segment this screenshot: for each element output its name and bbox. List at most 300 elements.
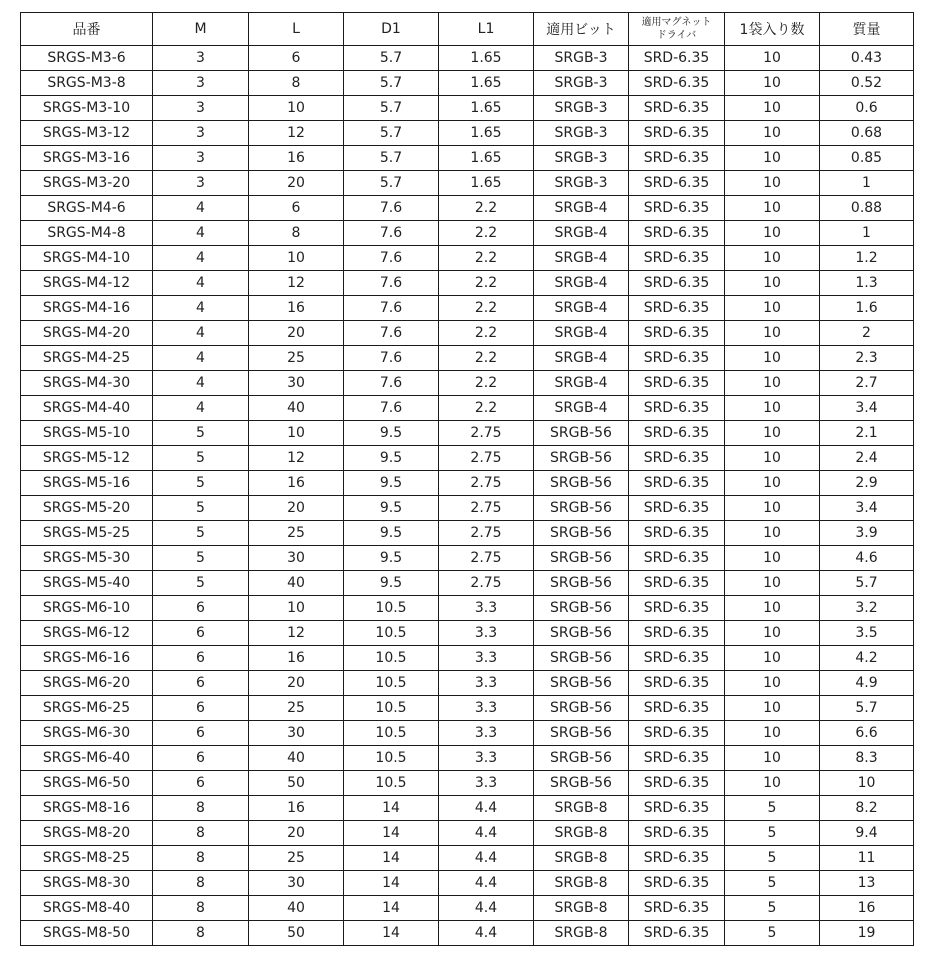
cell-d1: 5.7 bbox=[344, 71, 439, 96]
cell-l1: 3.3 bbox=[439, 696, 534, 721]
header-part-number: 品番 bbox=[21, 13, 153, 46]
cell-applicable-driver: SRD-6.35 bbox=[629, 196, 725, 221]
cell-part-number: SRGS-M4-20 bbox=[21, 321, 153, 346]
cell-part-number: SRGS-M5-25 bbox=[21, 521, 153, 546]
cell-qty-per-bag: 10 bbox=[725, 146, 820, 171]
cell-qty-per-bag: 10 bbox=[725, 246, 820, 271]
cell-applicable-bit: SRGB-56 bbox=[534, 696, 629, 721]
cell-m: 5 bbox=[153, 521, 249, 546]
cell-l1: 2.2 bbox=[439, 296, 534, 321]
table-row bbox=[21, 471, 914, 496]
cell-d1: 10.5 bbox=[344, 596, 439, 621]
cell-l: 40 bbox=[249, 396, 344, 421]
cell-d1: 10.5 bbox=[344, 621, 439, 646]
cell-qty-per-bag: 10 bbox=[725, 521, 820, 546]
cell-part-number: SRGS-M6-25 bbox=[21, 696, 153, 721]
cell-mass: 0.43 bbox=[820, 46, 914, 71]
cell-part-number: SRGS-M3-6 bbox=[21, 46, 153, 71]
cell-l: 40 bbox=[249, 746, 344, 771]
header-applicable-driver-line2: ドライバ bbox=[656, 30, 697, 41]
cell-l1: 2.2 bbox=[439, 221, 534, 246]
cell-m: 8 bbox=[153, 921, 249, 946]
cell-part-number: SRGS-M5-10 bbox=[21, 421, 153, 446]
cell-l: 6 bbox=[249, 46, 344, 71]
cell-l1: 1.65 bbox=[439, 71, 534, 96]
table-row bbox=[21, 96, 914, 121]
cell-l1: 2.75 bbox=[439, 546, 534, 571]
cell-applicable-bit: SRGB-56 bbox=[534, 546, 629, 571]
cell-mass: 2.9 bbox=[820, 471, 914, 496]
cell-d1: 9.5 bbox=[344, 571, 439, 596]
cell-applicable-driver: SRD-6.35 bbox=[629, 396, 725, 421]
cell-part-number: SRGS-M3-20 bbox=[21, 171, 153, 196]
cell-l: 30 bbox=[249, 871, 344, 896]
cell-part-number: SRGS-M6-50 bbox=[21, 771, 153, 796]
cell-part-number: SRGS-M8-25 bbox=[21, 846, 153, 871]
cell-l1: 3.3 bbox=[439, 646, 534, 671]
cell-l: 16 bbox=[249, 146, 344, 171]
cell-applicable-bit: SRGB-4 bbox=[534, 296, 629, 321]
cell-applicable-bit: SRGB-8 bbox=[534, 896, 629, 921]
cell-applicable-driver: SRD-6.35 bbox=[629, 571, 725, 596]
cell-mass: 4.6 bbox=[820, 546, 914, 571]
cell-m: 3 bbox=[153, 71, 249, 96]
cell-l1: 4.4 bbox=[439, 921, 534, 946]
cell-part-number: SRGS-M4-30 bbox=[21, 371, 153, 396]
cell-l1: 2.75 bbox=[439, 446, 534, 471]
cell-applicable-driver: SRD-6.35 bbox=[629, 171, 725, 196]
cell-m: 6 bbox=[153, 696, 249, 721]
cell-part-number: SRGS-M5-30 bbox=[21, 546, 153, 571]
cell-m: 4 bbox=[153, 371, 249, 396]
cell-l1: 4.4 bbox=[439, 796, 534, 821]
cell-applicable-driver: SRD-6.35 bbox=[629, 271, 725, 296]
cell-part-number: SRGS-M8-40 bbox=[21, 896, 153, 921]
cell-qty-per-bag: 10 bbox=[725, 196, 820, 221]
cell-applicable-driver: SRD-6.35 bbox=[629, 221, 725, 246]
cell-l: 10 bbox=[249, 246, 344, 271]
cell-qty-per-bag: 10 bbox=[725, 221, 820, 246]
cell-applicable-driver: SRD-6.35 bbox=[629, 371, 725, 396]
cell-mass: 5.7 bbox=[820, 696, 914, 721]
cell-m: 6 bbox=[153, 646, 249, 671]
cell-m: 5 bbox=[153, 571, 249, 596]
table-row bbox=[21, 896, 914, 921]
cell-applicable-driver: SRD-6.35 bbox=[629, 846, 725, 871]
cell-l1: 3.3 bbox=[439, 596, 534, 621]
cell-applicable-bit: SRGB-56 bbox=[534, 621, 629, 646]
cell-l1: 2.2 bbox=[439, 246, 534, 271]
cell-part-number: SRGS-M6-10 bbox=[21, 596, 153, 621]
cell-l1: 1.65 bbox=[439, 146, 534, 171]
cell-part-number: SRGS-M3-12 bbox=[21, 121, 153, 146]
cell-qty-per-bag: 10 bbox=[725, 546, 820, 571]
table-row bbox=[21, 721, 914, 746]
cell-qty-per-bag: 10 bbox=[725, 621, 820, 646]
cell-applicable-driver: SRD-6.35 bbox=[629, 321, 725, 346]
cell-l1: 3.3 bbox=[439, 746, 534, 771]
cell-d1: 9.5 bbox=[344, 521, 439, 546]
cell-m: 4 bbox=[153, 396, 249, 421]
cell-m: 4 bbox=[153, 196, 249, 221]
cell-m: 4 bbox=[153, 321, 249, 346]
cell-l1: 2.75 bbox=[439, 421, 534, 446]
cell-applicable-driver: SRD-6.35 bbox=[629, 421, 725, 446]
cell-l1: 2.75 bbox=[439, 496, 534, 521]
cell-qty-per-bag: 10 bbox=[725, 771, 820, 796]
cell-l1: 4.4 bbox=[439, 846, 534, 871]
cell-qty-per-bag: 10 bbox=[725, 446, 820, 471]
cell-applicable-bit: SRGB-56 bbox=[534, 496, 629, 521]
cell-qty-per-bag: 10 bbox=[725, 396, 820, 421]
table-row bbox=[21, 371, 914, 396]
cell-qty-per-bag: 10 bbox=[725, 696, 820, 721]
cell-applicable-bit: SRGB-56 bbox=[534, 421, 629, 446]
cell-applicable-driver: SRD-6.35 bbox=[629, 721, 725, 746]
cell-d1: 9.5 bbox=[344, 546, 439, 571]
cell-mass: 0.52 bbox=[820, 71, 914, 96]
cell-l1: 2.75 bbox=[439, 571, 534, 596]
table-row bbox=[21, 846, 914, 871]
cell-part-number: SRGS-M4-16 bbox=[21, 296, 153, 321]
cell-l: 25 bbox=[249, 346, 344, 371]
cell-d1: 10.5 bbox=[344, 771, 439, 796]
cell-d1: 10.5 bbox=[344, 746, 439, 771]
spec-table-container bbox=[20, 12, 914, 946]
cell-l1: 2.75 bbox=[439, 471, 534, 496]
cell-applicable-bit: SRGB-4 bbox=[534, 246, 629, 271]
header-d1: D1 bbox=[344, 13, 439, 46]
cell-m: 4 bbox=[153, 246, 249, 271]
cell-applicable-bit: SRGB-56 bbox=[534, 446, 629, 471]
cell-part-number: SRGS-M4-10 bbox=[21, 246, 153, 271]
cell-l1: 1.65 bbox=[439, 171, 534, 196]
cell-mass: 3.5 bbox=[820, 621, 914, 646]
cell-mass: 3.9 bbox=[820, 521, 914, 546]
cell-mass: 4.9 bbox=[820, 671, 914, 696]
cell-l: 20 bbox=[249, 171, 344, 196]
cell-l: 40 bbox=[249, 896, 344, 921]
cell-qty-per-bag: 10 bbox=[725, 71, 820, 96]
header-l1: L1 bbox=[439, 13, 534, 46]
cell-qty-per-bag: 10 bbox=[725, 46, 820, 71]
cell-applicable-bit: SRGB-56 bbox=[534, 521, 629, 546]
cell-qty-per-bag: 5 bbox=[725, 796, 820, 821]
cell-applicable-driver: SRD-6.35 bbox=[629, 496, 725, 521]
cell-mass: 1.6 bbox=[820, 296, 914, 321]
cell-d1: 14 bbox=[344, 846, 439, 871]
header-l: L bbox=[249, 13, 344, 46]
cell-l: 16 bbox=[249, 646, 344, 671]
cell-qty-per-bag: 10 bbox=[725, 471, 820, 496]
cell-qty-per-bag: 10 bbox=[725, 371, 820, 396]
cell-qty-per-bag: 5 bbox=[725, 896, 820, 921]
table-row bbox=[21, 796, 914, 821]
cell-mass: 11 bbox=[820, 846, 914, 871]
cell-m: 4 bbox=[153, 271, 249, 296]
cell-m: 6 bbox=[153, 771, 249, 796]
cell-l: 8 bbox=[249, 71, 344, 96]
table-row bbox=[21, 696, 914, 721]
table-row bbox=[21, 446, 914, 471]
cell-m: 8 bbox=[153, 846, 249, 871]
cell-part-number: SRGS-M3-8 bbox=[21, 71, 153, 96]
cell-d1: 5.7 bbox=[344, 171, 439, 196]
header-m: M bbox=[153, 13, 249, 46]
cell-applicable-driver: SRD-6.35 bbox=[629, 796, 725, 821]
cell-mass: 0.6 bbox=[820, 96, 914, 121]
cell-l1: 4.4 bbox=[439, 896, 534, 921]
table-row bbox=[21, 646, 914, 671]
cell-d1: 5.7 bbox=[344, 46, 439, 71]
cell-d1: 9.5 bbox=[344, 496, 439, 521]
table-row bbox=[21, 821, 914, 846]
cell-l: 12 bbox=[249, 271, 344, 296]
cell-l: 30 bbox=[249, 721, 344, 746]
cell-d1: 14 bbox=[344, 871, 439, 896]
header-applicable-driver-line1: 適用マグネット bbox=[641, 17, 712, 28]
cell-qty-per-bag: 10 bbox=[725, 746, 820, 771]
table-row bbox=[21, 121, 914, 146]
cell-m: 6 bbox=[153, 621, 249, 646]
cell-d1: 10.5 bbox=[344, 671, 439, 696]
cell-applicable-bit: SRGB-4 bbox=[534, 271, 629, 296]
cell-applicable-bit: SRGB-3 bbox=[534, 71, 629, 96]
cell-applicable-driver: SRD-6.35 bbox=[629, 671, 725, 696]
cell-applicable-bit: SRGB-56 bbox=[534, 721, 629, 746]
cell-l: 12 bbox=[249, 621, 344, 646]
cell-applicable-bit: SRGB-4 bbox=[534, 321, 629, 346]
cell-qty-per-bag: 10 bbox=[725, 346, 820, 371]
cell-d1: 7.6 bbox=[344, 371, 439, 396]
cell-mass: 3.2 bbox=[820, 596, 914, 621]
cell-applicable-driver: SRD-6.35 bbox=[629, 921, 725, 946]
cell-applicable-driver: SRD-6.35 bbox=[629, 746, 725, 771]
table-row bbox=[21, 871, 914, 896]
cell-applicable-bit: SRGB-3 bbox=[534, 171, 629, 196]
cell-m: 4 bbox=[153, 296, 249, 321]
cell-mass: 0.68 bbox=[820, 121, 914, 146]
cell-qty-per-bag: 10 bbox=[725, 596, 820, 621]
cell-qty-per-bag: 10 bbox=[725, 271, 820, 296]
cell-l1: 2.75 bbox=[439, 521, 534, 546]
cell-m: 6 bbox=[153, 721, 249, 746]
cell-l1: 1.65 bbox=[439, 96, 534, 121]
cell-l1: 1.65 bbox=[439, 121, 534, 146]
cell-d1: 10.5 bbox=[344, 696, 439, 721]
cell-applicable-bit: SRGB-3 bbox=[534, 121, 629, 146]
cell-mass: 1.2 bbox=[820, 246, 914, 271]
cell-applicable-bit: SRGB-3 bbox=[534, 146, 629, 171]
cell-d1: 5.7 bbox=[344, 96, 439, 121]
cell-qty-per-bag: 10 bbox=[725, 421, 820, 446]
table-row bbox=[21, 396, 914, 421]
cell-l: 12 bbox=[249, 121, 344, 146]
cell-l1: 3.3 bbox=[439, 721, 534, 746]
cell-l1: 3.3 bbox=[439, 671, 534, 696]
cell-applicable-bit: SRGB-3 bbox=[534, 96, 629, 121]
cell-part-number: SRGS-M6-20 bbox=[21, 671, 153, 696]
cell-applicable-driver: SRD-6.35 bbox=[629, 771, 725, 796]
cell-qty-per-bag: 10 bbox=[725, 671, 820, 696]
table-row bbox=[21, 546, 914, 571]
cell-m: 3 bbox=[153, 96, 249, 121]
cell-part-number: SRGS-M6-12 bbox=[21, 621, 153, 646]
cell-qty-per-bag: 5 bbox=[725, 871, 820, 896]
cell-applicable-driver: SRD-6.35 bbox=[629, 346, 725, 371]
cell-d1: 7.6 bbox=[344, 296, 439, 321]
cell-applicable-driver: SRD-6.35 bbox=[629, 121, 725, 146]
cell-l: 16 bbox=[249, 471, 344, 496]
table-row bbox=[21, 671, 914, 696]
cell-applicable-driver: SRD-6.35 bbox=[629, 96, 725, 121]
cell-part-number: SRGS-M5-16 bbox=[21, 471, 153, 496]
cell-qty-per-bag: 10 bbox=[725, 571, 820, 596]
cell-mass: 2.7 bbox=[820, 371, 914, 396]
cell-l1: 2.2 bbox=[439, 271, 534, 296]
table-row bbox=[21, 196, 914, 221]
cell-d1: 10.5 bbox=[344, 646, 439, 671]
cell-m: 3 bbox=[153, 146, 249, 171]
cell-applicable-bit: SRGB-56 bbox=[534, 746, 629, 771]
cell-l: 30 bbox=[249, 546, 344, 571]
cell-d1: 7.6 bbox=[344, 321, 439, 346]
cell-m: 6 bbox=[153, 596, 249, 621]
cell-m: 8 bbox=[153, 796, 249, 821]
cell-qty-per-bag: 5 bbox=[725, 846, 820, 871]
cell-part-number: SRGS-M8-16 bbox=[21, 796, 153, 821]
cell-applicable-driver: SRD-6.35 bbox=[629, 471, 725, 496]
cell-mass: 2.1 bbox=[820, 421, 914, 446]
table-row bbox=[21, 46, 914, 71]
cell-applicable-driver: SRD-6.35 bbox=[629, 896, 725, 921]
cell-applicable-bit: SRGB-56 bbox=[534, 771, 629, 796]
table-row bbox=[21, 221, 914, 246]
cell-qty-per-bag: 5 bbox=[725, 821, 820, 846]
cell-mass: 1.3 bbox=[820, 271, 914, 296]
table-body bbox=[21, 46, 914, 946]
table-row bbox=[21, 346, 914, 371]
cell-qty-per-bag: 10 bbox=[725, 721, 820, 746]
cell-qty-per-bag: 10 bbox=[725, 296, 820, 321]
cell-m: 8 bbox=[153, 871, 249, 896]
cell-mass: 0.85 bbox=[820, 146, 914, 171]
cell-m: 5 bbox=[153, 446, 249, 471]
cell-applicable-bit: SRGB-8 bbox=[534, 796, 629, 821]
cell-mass: 8.3 bbox=[820, 746, 914, 771]
cell-applicable-bit: SRGB-4 bbox=[534, 371, 629, 396]
cell-applicable-bit: SRGB-8 bbox=[534, 846, 629, 871]
cell-mass: 2.3 bbox=[820, 346, 914, 371]
cell-part-number: SRGS-M8-20 bbox=[21, 821, 153, 846]
cell-qty-per-bag: 10 bbox=[725, 121, 820, 146]
cell-l: 20 bbox=[249, 496, 344, 521]
cell-l: 25 bbox=[249, 846, 344, 871]
cell-d1: 5.7 bbox=[344, 146, 439, 171]
cell-applicable-driver: SRD-6.35 bbox=[629, 296, 725, 321]
cell-l: 10 bbox=[249, 596, 344, 621]
cell-d1: 14 bbox=[344, 796, 439, 821]
cell-applicable-bit: SRGB-8 bbox=[534, 921, 629, 946]
cell-l1: 2.2 bbox=[439, 396, 534, 421]
cell-part-number: SRGS-M6-40 bbox=[21, 746, 153, 771]
cell-m: 5 bbox=[153, 546, 249, 571]
cell-l: 50 bbox=[249, 771, 344, 796]
header-row bbox=[21, 13, 914, 46]
cell-mass: 3.4 bbox=[820, 396, 914, 421]
cell-applicable-driver: SRD-6.35 bbox=[629, 871, 725, 896]
cell-mass: 19 bbox=[820, 921, 914, 946]
cell-m: 3 bbox=[153, 171, 249, 196]
cell-l: 25 bbox=[249, 696, 344, 721]
table-row bbox=[21, 321, 914, 346]
cell-d1: 7.6 bbox=[344, 346, 439, 371]
cell-m: 4 bbox=[153, 221, 249, 246]
cell-l: 20 bbox=[249, 821, 344, 846]
cell-mass: 1 bbox=[820, 171, 914, 196]
cell-applicable-bit: SRGB-56 bbox=[534, 646, 629, 671]
table-row bbox=[21, 271, 914, 296]
cell-l: 16 bbox=[249, 796, 344, 821]
cell-part-number: SRGS-M6-16 bbox=[21, 646, 153, 671]
cell-d1: 14 bbox=[344, 921, 439, 946]
cell-d1: 7.6 bbox=[344, 196, 439, 221]
cell-mass: 6.6 bbox=[820, 721, 914, 746]
table-row bbox=[21, 521, 914, 546]
cell-applicable-driver: SRD-6.35 bbox=[629, 71, 725, 96]
cell-part-number: SRGS-M5-20 bbox=[21, 496, 153, 521]
cell-l: 20 bbox=[249, 671, 344, 696]
cell-mass: 1 bbox=[820, 221, 914, 246]
cell-m: 5 bbox=[153, 471, 249, 496]
cell-l1: 4.4 bbox=[439, 821, 534, 846]
cell-d1: 7.6 bbox=[344, 396, 439, 421]
cell-applicable-bit: SRGB-4 bbox=[534, 196, 629, 221]
cell-applicable-bit: SRGB-56 bbox=[534, 571, 629, 596]
cell-mass: 8.2 bbox=[820, 796, 914, 821]
cell-m: 6 bbox=[153, 671, 249, 696]
cell-l1: 4.4 bbox=[439, 871, 534, 896]
cell-applicable-bit: SRGB-56 bbox=[534, 596, 629, 621]
cell-l: 20 bbox=[249, 321, 344, 346]
cell-mass: 16 bbox=[820, 896, 914, 921]
cell-d1: 7.6 bbox=[344, 271, 439, 296]
cell-qty-per-bag: 10 bbox=[725, 171, 820, 196]
cell-m: 8 bbox=[153, 821, 249, 846]
cell-part-number: SRGS-M6-30 bbox=[21, 721, 153, 746]
table-row bbox=[21, 921, 914, 946]
cell-m: 8 bbox=[153, 896, 249, 921]
cell-qty-per-bag: 5 bbox=[725, 921, 820, 946]
cell-l: 25 bbox=[249, 521, 344, 546]
cell-part-number: SRGS-M4-25 bbox=[21, 346, 153, 371]
cell-part-number: SRGS-M4-12 bbox=[21, 271, 153, 296]
cell-applicable-driver: SRD-6.35 bbox=[629, 246, 725, 271]
cell-part-number: SRGS-M3-10 bbox=[21, 96, 153, 121]
cell-mass: 13 bbox=[820, 871, 914, 896]
table-row bbox=[21, 771, 914, 796]
cell-applicable-bit: SRGB-56 bbox=[534, 671, 629, 696]
cell-applicable-driver: SRD-6.35 bbox=[629, 596, 725, 621]
cell-d1: 9.5 bbox=[344, 446, 439, 471]
table-row bbox=[21, 296, 914, 321]
cell-applicable-driver: SRD-6.35 bbox=[629, 821, 725, 846]
cell-d1: 9.5 bbox=[344, 471, 439, 496]
cell-mass: 9.4 bbox=[820, 821, 914, 846]
cell-d1: 7.6 bbox=[344, 221, 439, 246]
cell-l: 16 bbox=[249, 296, 344, 321]
cell-l1: 3.3 bbox=[439, 621, 534, 646]
